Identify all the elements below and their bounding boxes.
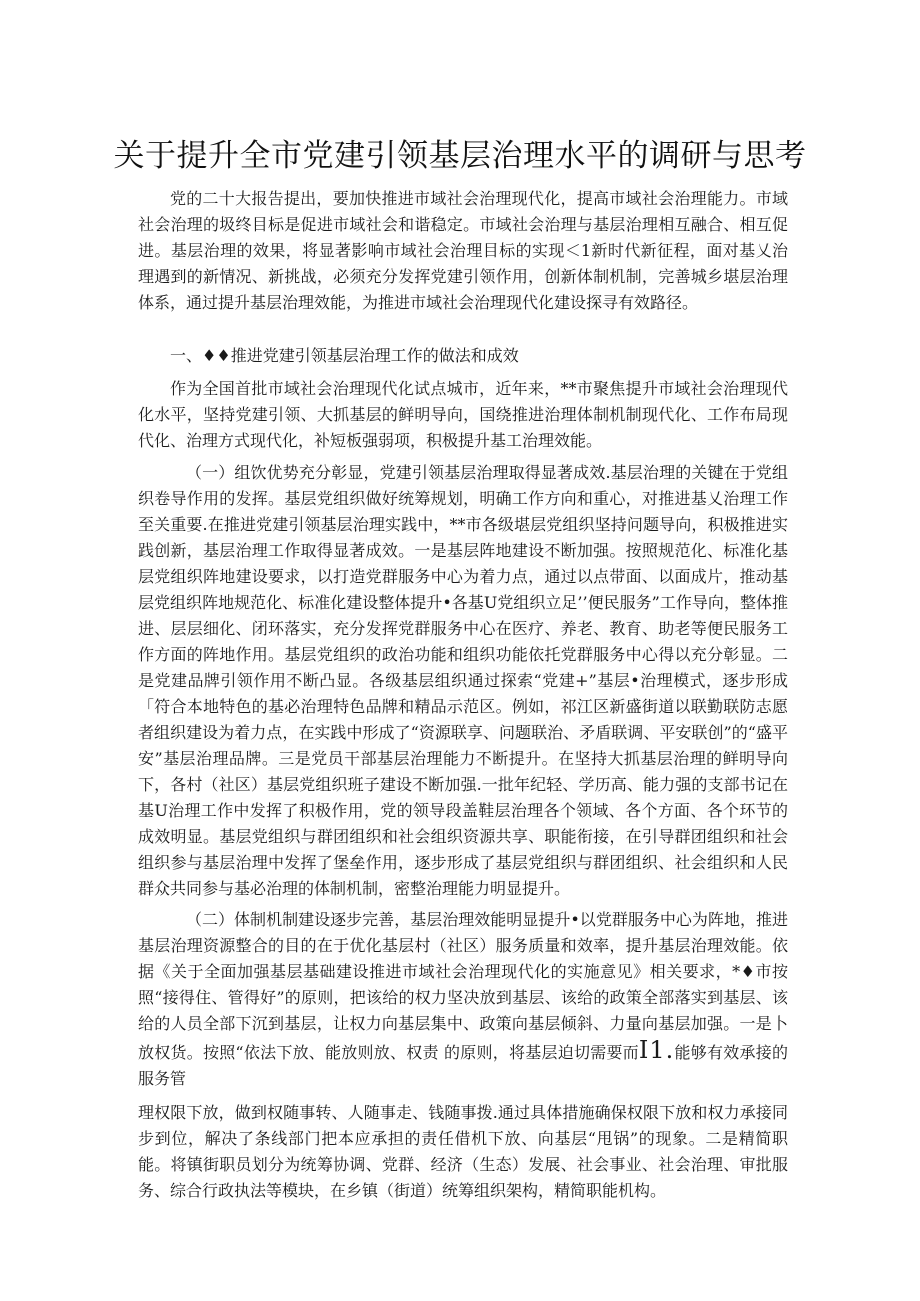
subsection-2-continuation: 理权限下放，做到权随事转、人随事走、钱随事拨.通过具体措施确保权限下放和权力承接同步到位，解决了条线部门把本应承担的责任借机下放、向基层“甩锅”的现象。二是精简职能。将镇街职员划分为统筹协调、党群、经济（生态）发展、社会事业、社会治理、审批服务、综合行政执法等模块，在乡镇（街道）统筹组织架构，精简职能机构。 xyxy=(138,1103,788,1200)
section-heading-1: 一、♦♦推进党建引领基层治理工作的做法和成效 xyxy=(170,346,519,365)
section-1-intro-paragraph: 作为全国首批市域社会治理现代化试点城市，近年来，**市聚焦提升市域社会治理现代化水平，坚持党建引领、大抓基层的鲜明导向，国绕推进治理体制机制现代化、工作布局现代化、治理方式现代化，补短板强弱项，积极提升基工治理效能。 xyxy=(138,379,788,450)
intro-paragraph: 党的二十大报告提出，要加快推进市域社会治理现代化，提高市域社会治理能力。市域社会治理的圾终目标是促进市域社会和谐稳定。市域社会治理与基层治理相互融合、相互促进。基层治理的效果，将显著影响市域社会治理目标的实现＜1新时代新征程，面对基乂治理遇到的新情况、新挑战，必须充分发挥党建引领作用，创新体制机制，完善城乡堪层治理体系，通过提升基层治理效能，为推进市域社会治理现代化建设探寻有效路径。 xyxy=(138,189,788,312)
subsection-2-text-tail: 能够有效承接的服务管 xyxy=(138,1043,788,1088)
ocr-artifact-large-text: I1. xyxy=(638,1036,675,1064)
subsection-2-paragraph xyxy=(138,907,788,1092)
subsection-2-text: （二）体制机制建设逐步完善，基层治理效能明显提升•以党群服务中心为阵地，推进基层治理资源整合的目的在于优化基层村（社区）服务质量和效率，提升基层治理效能。依据《关于全面加强基层基础建设推进市域社会治理现代化的实施意见》相关要求，*♦市按照“接得住、管得好”的原则，把该给的权力坚决放到基层、该给的政策全部落实到基层、该给的人员全部下沉到基层，让权力向基层集中、政策向基层倾斜、力量向基层加强。一是卜放权货。按照“依法下放、能放则放、权责 的原则，将基层迫切需要而 xyxy=(138,910,788,1062)
subsection-1-paragraph: （一）组饮优势充分彰显，党建引领基层治理取得显著成效.基层治理的关键在于党组织卷导作用的发挥。基层党组织做好统筹规划，明确工作方向和重心，对推进基乂治理工作至关重要.在推进党建引领基层治理实践中，**市各级堪层党组织坚持问题导向，积极推进实践创新，基层治理工作取得显著成效。一是基层阵地建设不断加强。按照规范化、标准化基层党组织阵地建设要求，以打造党群服务中心为着力点，通过以点带面、以面成片，推动基层党组织阵地规范化、标准化建设整体提升•各基U党组织立足’’便民服务”工作导向，整体推进、层层细化、闭环落实，充分发挥党群服务中心在医疗、养老、教育、助老等便民服务工作方面的阵地作用。基层党组织的政治功能和组织功能依托党群服务中心得以充分彰显。二是党建品牌引领作用不断凸显。各级基层组织通过探索“党建+”基层•治理模式，逐步形成「符合本地特色的基必治理特色品牌和精品示范区。例如，祁江区新盛街道以联勤联防志愿者组织建设为着力点，在实践中形成了“资源联享、问题联治、矛盾联调、平安联创”的“盛平安”基层治理品牌。三是党员干部基层治理能力不断提升。在坚持大抓基层治理的鲜明导向下，各村（社区）基层党组织班子建设不断加强.一批年纪轻、学历高、能力强的支部书记在基U治理工作中发挥了积极作用，党的领导段盖鞋层治理各个领域、各个方面、各个环节的成效明显。基层党组织与群团组织和社会组织资源共享、职能衔接，在引导群团组织和社会组织参与基层治理中发挥了堡垒作用，逐步形成了基层党组织与群团组织、社会组织和人民群众共同参与基必治理的体制机制，密整治理能力明显提升。 xyxy=(138,463,788,898)
document-title: 关于提升全市党建引领基层治理水平的调研与思考 xyxy=(113,138,807,174)
